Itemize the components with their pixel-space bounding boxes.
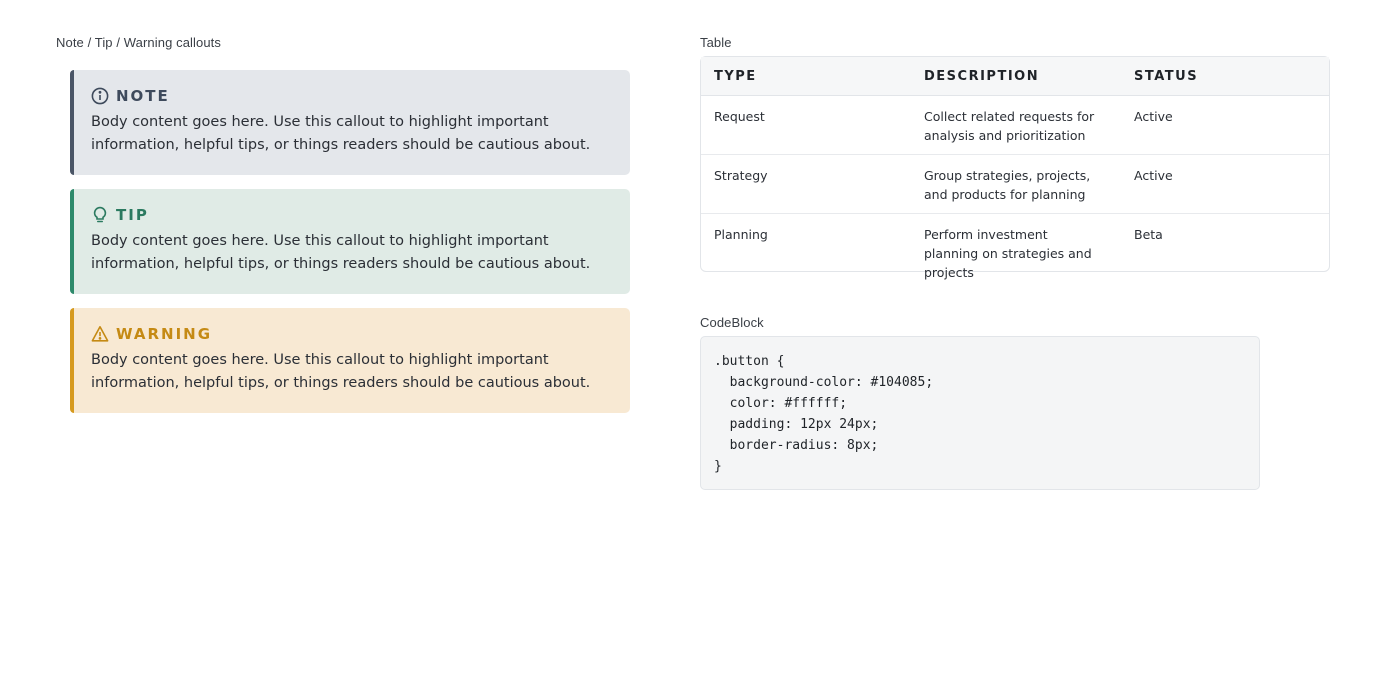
table-cell-status: Beta bbox=[1134, 227, 1163, 242]
warning-callout bbox=[70, 308, 630, 413]
tip-callout-body: Body content goes here. Use this callout to highlight important information, helpful tips, or things readers should be cautious about. bbox=[91, 233, 591, 272]
warning-callout-title: WARNING bbox=[116, 325, 213, 343]
warning-triangle-icon bbox=[91, 325, 109, 343]
table-header-type: TYPE bbox=[714, 68, 757, 84]
code-line: } bbox=[714, 459, 722, 474]
code-line: padding: 12px 24px; bbox=[714, 417, 879, 432]
warning-callout-header bbox=[91, 323, 610, 345]
note-callout-body: Body content goes here. Use this callout to highlight important information, helpful tips, or things readers should be cautious about. bbox=[91, 114, 591, 153]
code-line: border-radius: 8px; bbox=[714, 438, 879, 453]
table-cell-type: Planning bbox=[714, 227, 768, 242]
note-callout-title: NOTE bbox=[116, 87, 170, 105]
table-header-status: STATUS bbox=[1134, 68, 1199, 84]
info-circle-icon bbox=[91, 87, 109, 105]
code-line: background-color: #104085; bbox=[714, 375, 934, 390]
code-line: .button { bbox=[714, 354, 785, 369]
warning-callout-body: Body content goes here. Use this callout to highlight important information, helpful tips, or things readers should be cautious about. bbox=[91, 352, 591, 391]
table-cell-status: Active bbox=[1134, 168, 1173, 183]
table-row bbox=[701, 214, 1329, 280]
table-section-label: Table bbox=[700, 35, 732, 50]
lightbulb-icon bbox=[91, 206, 109, 224]
table-header-row bbox=[701, 57, 1329, 96]
table-header-description: DESCRIPTION bbox=[924, 68, 1040, 84]
table-cell-status: Active bbox=[1134, 109, 1173, 124]
code-block[interactable] bbox=[700, 336, 1260, 490]
table-cell-description: Perform investment planning on strategies and projects bbox=[924, 227, 1092, 280]
data-table bbox=[700, 56, 1330, 280]
table-cell-type: Request bbox=[714, 109, 765, 124]
table-cell-description: Collect related requests for analysis and prioritization bbox=[924, 109, 1095, 143]
code-line: color: #ffffff; bbox=[714, 396, 848, 411]
tip-callout-title: TIP bbox=[116, 206, 149, 224]
codeblock-section-label: CodeBlock bbox=[700, 315, 764, 330]
table-row bbox=[701, 155, 1329, 214]
tip-callout bbox=[70, 189, 630, 294]
table-cell-type: Strategy bbox=[714, 168, 768, 183]
table-cell-description: Group strategies, projects, and products for planning bbox=[924, 168, 1091, 202]
callouts-section-label: Note / Tip / Warning callouts bbox=[56, 35, 221, 50]
note-callout bbox=[70, 70, 630, 175]
note-callout-header bbox=[91, 85, 610, 107]
table-row bbox=[701, 96, 1329, 155]
tip-callout-header bbox=[91, 204, 610, 226]
